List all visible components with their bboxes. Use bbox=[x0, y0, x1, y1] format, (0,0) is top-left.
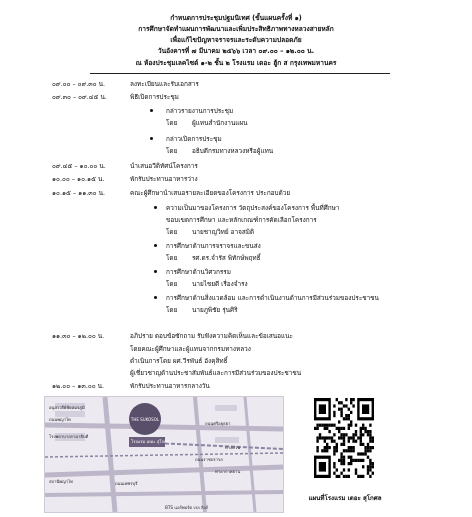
speaker-label: โดย bbox=[166, 228, 178, 236]
title-line-2: การศึกษาจัดทำแผนการพัฒนาและเพิ่มประสิทธิภาพทางหลวงสายหลัก bbox=[138, 25, 334, 33]
hotel-name-label: โรงแรม เดอะ สุโกศล bbox=[131, 439, 170, 444]
meeting-venue: ณ ห้องประชุมเลคไซด์ ๑-๒ ชั้น ๒ โรงแรม เดอะ ฮู้ก ส กรุงเทพมหานคร bbox=[135, 59, 337, 67]
title-line-3: เพื่อแก้ไขปัญหาจราจรและระดับความปลอดภัย bbox=[170, 36, 302, 44]
agenda-subitem: การศึกษาด้านสิ่งแวดล้อม และการดำเนินงานด้านการมีส่วนร่วมของประชาชน bbox=[166, 294, 379, 302]
agenda-subitem: การศึกษาด้านการจราจรและขนส่ง bbox=[166, 242, 261, 250]
agenda-subitem-continued: ขอบเขตการศึกษา และหลักเกณฑ์การคัดเลือกโครงการ bbox=[166, 216, 317, 224]
agenda-time: ๐๙.๐๐ – ๐๙.๓๐ น. bbox=[52, 80, 105, 88]
road-label: ถนนเพชรบุรี bbox=[115, 481, 138, 486]
agenda-item: นำเสนอวีดิทัศน์โครงการ bbox=[130, 162, 198, 170]
agenda-subitem: การศึกษาด้านวิศวกรรม bbox=[166, 268, 231, 276]
bullet-dot bbox=[154, 206, 157, 209]
road-label: ถนนศรีอยุธยา bbox=[205, 421, 231, 426]
speaker-name: นายภูพิชัย รุ่นศิริ bbox=[192, 306, 238, 314]
agenda-item: พักรับประทานอาหารกลางวัน bbox=[130, 382, 210, 390]
meeting-date: วันอังคารที่ ๗ มีนาคม ๒๕๖๖ เวลา ๐๙.๐๐ – ๑๒.๐๐ น. bbox=[157, 47, 315, 55]
speaker-name: รศ.ดร.จำรัส พิทักษ์พฤทธิ์ bbox=[192, 254, 261, 262]
qr-code bbox=[314, 398, 374, 478]
speaker-name: นายชาญวิทย์ อาจสมิติ bbox=[192, 228, 255, 236]
landmark-label: สถานีพญาไท bbox=[49, 479, 73, 484]
landmark-label: ท่าอากาศยาน bbox=[215, 469, 241, 474]
map-legend: BTS แอร์พอร์ต เรล ลิงก์ bbox=[165, 505, 209, 510]
speaker-label: โดย bbox=[166, 254, 178, 262]
agenda-item: คณะผู้ศึกษานำเสนอรายละเอียดของโครงการ ประกอบด้วย bbox=[130, 189, 291, 197]
header-divider bbox=[90, 73, 390, 74]
agenda-speaker bbox=[166, 306, 238, 314]
agenda-item-continued: ดำเนินการโดย ผศ.วีรพันธ์ อังคุสิทธิ์ bbox=[130, 357, 228, 365]
agenda-subitem: กล่าวเปิดการประชุม bbox=[166, 135, 222, 143]
speaker-name: ผู้แทนสำนักงานแผน bbox=[192, 119, 248, 127]
bullet-dot bbox=[154, 296, 157, 299]
qr-caption: แผนที่โรงแรม เดอะ สุโกศล bbox=[308, 495, 382, 502]
agenda-speaker bbox=[166, 254, 261, 262]
agenda-item-continued: โดยคณะผู้ศึกษาและผู้แทนจากกรมทางหลวง bbox=[130, 345, 251, 353]
bullet-dot bbox=[150, 137, 153, 140]
agenda-subitem: ความเป็นมาของโครงการ วัตถุประสงค์ของโครงการ พื้นที่ศึกษา bbox=[166, 204, 340, 212]
agenda-item: อภิปราย ตอบข้อซักถาม รับฟังความคิดเห็นและข้อเสนอแนะ bbox=[130, 332, 293, 340]
agenda-speaker bbox=[166, 119, 247, 127]
speaker-label: โดย bbox=[166, 147, 178, 155]
speaker-name: นายไชยดี เรื่องจำรง bbox=[192, 280, 248, 288]
agenda-time: ๑๐.๐๐ – ๑๐.๑๕ น. bbox=[52, 175, 105, 183]
map-graphic bbox=[45, 397, 283, 512]
agenda-time: ๐๙.๔๕ – ๑๐.๐๐ น. bbox=[52, 162, 106, 170]
speaker-label: โดย bbox=[166, 280, 178, 288]
agenda-item-continued: ผู้เชี่ยวชาญด้านประชาสัมพันธ์และการมีส่วนร่วมของประชาชน bbox=[130, 369, 302, 377]
agenda-speaker bbox=[166, 147, 273, 155]
hotel-logo-text: THE SUKOSOL bbox=[130, 417, 160, 422]
speaker-label: โดย bbox=[166, 306, 178, 314]
agenda-item: พักรับประทานอาหารว่าง bbox=[130, 175, 198, 183]
title-line-1: กำหนดการประชุมปฐมนิเทศ (ขั้นแผนครั้งที่ ๑) bbox=[170, 14, 302, 22]
agenda-time: ๑๒.๐๐ – ๑๓.๐๐ น. bbox=[52, 382, 105, 390]
bullet-dot bbox=[154, 270, 157, 273]
landmark-label: โรงพยาบาลรามาธิบดี bbox=[49, 434, 89, 439]
agenda-time: ๐๙.๓๐ – ๐๙.๔๕ น. bbox=[52, 93, 107, 101]
road-label: ทางด่วน bbox=[225, 445, 241, 450]
speaker-label: โดย bbox=[166, 119, 178, 127]
agenda-time: ๑๑.๓๐ – ๑๒.๐๐ น. bbox=[52, 332, 105, 340]
location-map bbox=[44, 396, 284, 513]
agenda-speaker bbox=[166, 280, 248, 288]
road-label: ถนนพญาไท bbox=[49, 417, 71, 422]
agenda-item: ลงทะเบียนและรับเอกสาร bbox=[130, 80, 199, 88]
landmark-label: อนุสาวรีย์ชัยสมรภูมิ bbox=[49, 405, 85, 410]
bullet-dot bbox=[150, 109, 153, 112]
speaker-name: อธิบดีกรมทางหลวงหรือผู้แทน bbox=[192, 147, 274, 155]
agenda-subitem: กล่าวรายงานการประชุม bbox=[166, 107, 234, 115]
bullet-dot bbox=[154, 244, 157, 247]
agenda-time: ๑๐.๑๕ – ๑๑.๓๐ น. bbox=[52, 189, 105, 197]
road-label: ถนนราชปรารภ bbox=[195, 457, 223, 462]
agenda-item: พิธีเปิดการประชุม bbox=[130, 93, 179, 101]
agenda-speaker bbox=[166, 228, 254, 236]
